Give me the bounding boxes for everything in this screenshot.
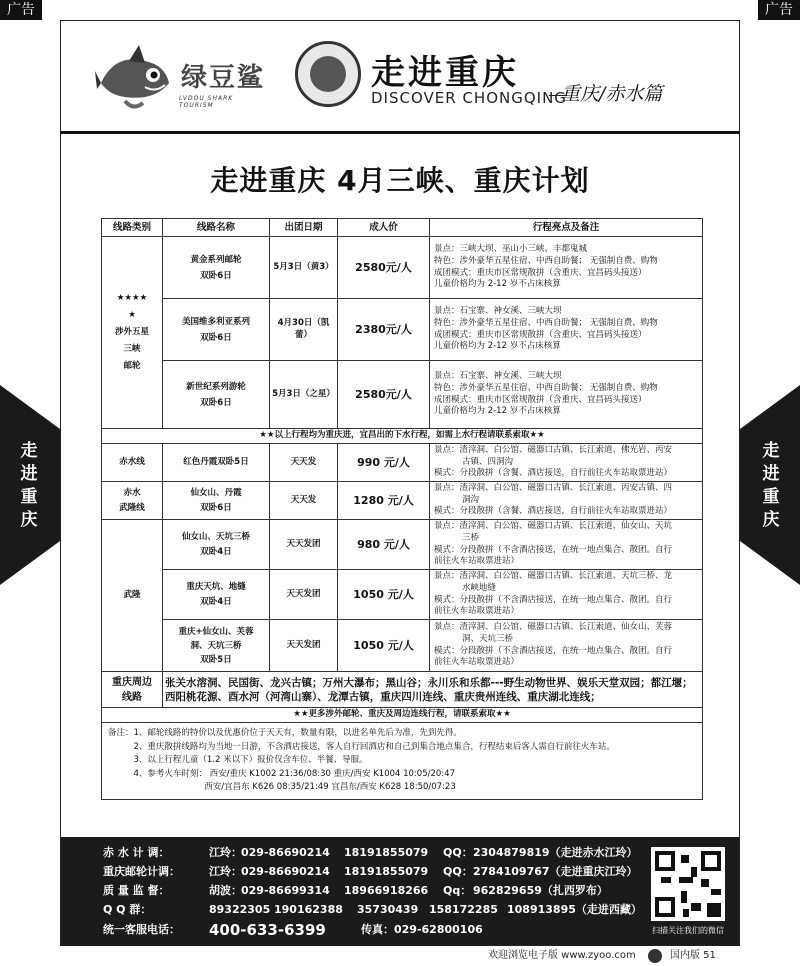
remark-line: 3、以上行程儿童（1.2 米以下）报价仅含车位、半餐、导服。: [108, 755, 368, 765]
adult-price: 2580元/人: [338, 237, 430, 299]
logo-name: 绿豆鲨: [181, 63, 266, 93]
note-line: 特色：涉外豪华五星住宿、中西自助餐； 无强制自费、购物: [434, 255, 658, 266]
page-footer: [0, 946, 800, 966]
qq-group-number: 108913895（走进西藏）: [507, 903, 642, 916]
category-label: 线路: [122, 691, 142, 703]
route-notes: [430, 361, 703, 429]
publication-logo-icon: [648, 949, 662, 963]
note-line: 洞沟: [462, 494, 480, 505]
qq-group-number: 190162388: [274, 903, 343, 916]
category-label: 邮轮: [123, 361, 141, 371]
note-line: 模式：分段散拼（不含酒店接送，在统一地点集合、散团。自行: [434, 544, 673, 555]
table-header-row: [102, 219, 703, 237]
note-line: 景点：渣滓洞、白公馆、磁器口古镇、长江索道、天坑三桥、龙: [434, 571, 673, 582]
contact-qq: 2784109767（走进重庆江玲）: [473, 865, 638, 878]
note-line: 景点：石宝寨、神女溪、三峡大坝: [434, 306, 562, 317]
note-line: 洞、天坑三桥: [462, 633, 514, 644]
adult-price: 2580元/人: [338, 361, 430, 429]
note-line: 儿童价格均为 2-12 岁不占床核算: [434, 279, 561, 290]
brand-english: DISCOVER CHONGQING: [371, 89, 567, 107]
route-notes: [430, 570, 703, 620]
col-header: 成人价: [338, 219, 430, 237]
contact-row: [61, 843, 739, 862]
note-line: 模式：分段散拼（不含酒店接送，在统一地点集合、散团。自行: [434, 645, 673, 656]
route-name: [163, 237, 270, 299]
route-name-line: 双卧6日: [200, 397, 232, 408]
note-line: 三桥: [462, 532, 480, 543]
remarks: [102, 723, 703, 800]
route-name-line: 仙女山、天坑三桥: [181, 531, 250, 542]
note-line: 前往火车站取票进站）: [434, 606, 520, 617]
departure-date: 天天发团: [270, 520, 338, 570]
route-name: [163, 361, 270, 429]
discover-tibet-seal-icon: [295, 41, 361, 107]
table-row: [102, 482, 703, 520]
ad-tag-left: 广告: [0, 0, 42, 20]
contact-role: 重庆邮轮计调：: [103, 865, 180, 878]
table-row: [102, 444, 703, 482]
note-line: 成团模式：重庆市区常规散拼（含重庆、宜昌码头接送）: [434, 267, 647, 278]
adult-price: 990 元/人: [338, 444, 430, 482]
contact-role: 质 量 监 督：: [103, 884, 170, 897]
category-chishui-wulong: [102, 482, 163, 520]
contact-tel: 029-86699314: [241, 884, 330, 897]
note-line: 景点：渣滓洞、白公馆、磁器口古镇、长江索道、仙女山、天坑: [434, 521, 673, 532]
page-number: 国内版 51: [670, 950, 716, 961]
remark-line: 西安/宜昌东 K626 08:35/21:49 宜昌东/西安 K628 18:50/07:23: [108, 782, 456, 792]
route-name-line: 重庆天坑、地缝: [186, 581, 246, 592]
departure-date: 天天发团: [270, 620, 338, 672]
table-row: [102, 361, 703, 429]
website-text: 欢迎浏览电子版 www.zyoo.com: [488, 950, 636, 961]
category-stars: ★: [128, 310, 136, 320]
col-header: 线路类别: [102, 219, 163, 237]
table-row: [102, 672, 703, 708]
departure-date: 5月3日（黄3）: [270, 237, 338, 299]
departure-date: 天天发: [270, 444, 338, 482]
contact-qq-label: QQ：: [443, 865, 473, 878]
route-name-line: 双卧4日: [200, 596, 232, 607]
adult-price: 980 元/人: [338, 520, 430, 570]
route-name: [163, 570, 270, 620]
qr-caption: 扫描关注我们的微信: [652, 926, 724, 935]
brand-title: 走进重庆: [371, 53, 519, 93]
category-wulong: 武隆: [102, 520, 163, 672]
category-label: 重庆周边: [112, 676, 152, 688]
note-line: 儿童价格均为 2-12 岁不占床核算: [434, 406, 561, 417]
contact-name: 胡波：: [209, 884, 242, 897]
note-line: 景点：渣滓洞、白公馆、磁器口古镇、长江索道、佛光岩、丙安: [434, 445, 673, 456]
fax: 传真：029-62800106: [361, 923, 483, 936]
route-name-line: 双卧6日: [200, 270, 232, 281]
contact-tel: 029-86690214: [241, 865, 330, 878]
remark-line: 2、重庆散拼线路均为当地一日游，不含酒店接送，客人自行回酒店和自己到集合地点集合，行程结束后客人需自行前往火车站。: [108, 741, 615, 752]
category-label: 赤水: [123, 487, 141, 498]
contact-footer: [61, 837, 739, 945]
contact-row: [61, 881, 739, 900]
note-line: 前往火车站取票进站）: [434, 556, 520, 567]
itinerary-table: [101, 218, 703, 800]
adult-price: 2380元/人: [338, 299, 430, 361]
contact-mobile: 18191855079: [344, 846, 429, 859]
departure-date: 4月30日（凯蕾）: [270, 299, 338, 361]
contact-name: 江玲：: [209, 865, 242, 878]
surround-note-row: [102, 708, 703, 723]
category-label: 涉外五星: [114, 327, 149, 337]
contact-qq: 2304879819（走进赤水江玲）: [473, 846, 638, 859]
route-notes: [430, 620, 703, 672]
col-header: 线路名称: [163, 219, 270, 237]
side-tab-left-label: 走进重庆: [20, 441, 38, 530]
service-tel: 400-633-6399: [209, 921, 326, 939]
surround-note: ★★更多涉外邮轮、重庆及周边连线行程，请联系索取★★: [102, 708, 703, 723]
note-line: 模式：分段散拼（不含酒店接送，在统一地点集合、散团。自行: [434, 594, 673, 605]
contact-qq-label: QQ：: [443, 846, 473, 859]
company-logo: [87, 39, 267, 121]
adult-price: 1050 元/人: [338, 620, 430, 672]
contact-mobile: 18966918266: [344, 884, 429, 897]
category-cruise: [102, 237, 163, 429]
surround-line: 西阳桃花源、酉水河（河湾山寨）、龙潭古镇，重庆四川连线、重庆贵州连线、重庆湖北连线；: [165, 690, 601, 703]
side-tab-right-label: 走进重庆: [762, 441, 780, 530]
contact-mobile: 18191855079: [344, 865, 429, 878]
note-line: 特色：涉外豪华五星住宿、中西自助餐； 无强制自费、购物: [434, 382, 658, 393]
note-line: 模式：分段散拼（含餐、酒店接送，自行前往火车站取票进站）: [434, 506, 673, 517]
qq-group-row: [61, 900, 739, 919]
logo-subtitle: LVDOU SHARK TOURISM: [179, 95, 234, 109]
category-label: 三峡: [123, 344, 141, 354]
contact-qq-label: Qq：: [443, 884, 472, 897]
route-name-line: 仙女山、丹霞: [190, 487, 242, 498]
adult-price: 1050 元/人: [338, 570, 430, 620]
qq-group-number: 89322305: [209, 903, 271, 916]
category-label: 武隆线: [119, 502, 145, 513]
route-name: [163, 520, 270, 570]
note-line: 水峡地缝: [462, 582, 497, 593]
departure-date: 天天发团: [270, 570, 338, 620]
departure-date: 天天发: [270, 482, 338, 520]
route-notes: [430, 482, 703, 520]
brand-subtitle: 重庆/赤水篇: [561, 83, 663, 105]
service-row: [61, 919, 739, 941]
note-line: 成团模式：重庆市区常规散拼（含重庆、宜昌码头接送）: [434, 394, 647, 405]
route-name-line: 双卧6日: [200, 332, 232, 343]
wechat-qr-icon: [651, 847, 725, 921]
contact-row: [61, 862, 739, 881]
surround-routes: [163, 672, 703, 708]
qq-group-number: 158172285: [429, 903, 498, 916]
route-notes: [430, 237, 703, 299]
adult-price: 1280 元/人: [338, 482, 430, 520]
route-name: 红色丹霞双卧5日: [163, 444, 270, 482]
remark-line: 4、参考火车时刻： 西安/重庆 K1002 21:36/08:30 重庆/西安 K1004 10:05/20:47: [108, 768, 455, 779]
route-name: [163, 299, 270, 361]
note-line: 景点：石宝寨、神女溪、三峡大坝: [434, 371, 562, 382]
contact-role: 赤 水 计 调：: [103, 846, 170, 859]
route-name-line: 新世纪系列游轮: [186, 381, 246, 392]
category-surround: [102, 672, 163, 708]
col-header: 出团日期: [270, 219, 338, 237]
header-divider: [61, 131, 739, 134]
route-name-line: 重庆+仙女山、芙蓉: [178, 626, 254, 637]
note-line: 成团模式：重庆市区常规散拼（含重庆、宜昌码头接送）: [434, 329, 647, 340]
route-name-line: 黄金系列邮轮: [190, 254, 242, 265]
table-row: [102, 237, 703, 299]
note-line: 景点：渣滓洞、白公馆、磁器口古镇、长江索道、仙女山、芙蓉: [434, 622, 673, 633]
cruise-note-row: [102, 429, 703, 444]
table-row: [102, 520, 703, 570]
category-stars: ★★★★: [116, 293, 148, 303]
route-name-line: 洞、天坑三桥: [190, 640, 242, 651]
note-line: 模式：分段散拼（含餐、酒店接送，自行前往火车站取票进站）: [434, 468, 673, 479]
route-name: [163, 482, 270, 520]
cruise-note: ★★以上行程均为重庆进，宜昌出的下水行程，如需上水行程请联系索取★★: [102, 429, 703, 444]
header: [61, 21, 739, 131]
remarks-row: [102, 723, 703, 800]
departure-date: 5月3日（之星）: [270, 361, 338, 429]
shark-logo-icon: [95, 43, 175, 113]
col-header: 行程亮点及备注: [430, 219, 703, 237]
route-notes: [430, 444, 703, 482]
note-line: 古镇、四洞沟: [462, 456, 514, 467]
note-line: 前往火车站取票进站）: [434, 657, 520, 668]
route-name-line: 双卧5日: [200, 654, 232, 665]
route-name-line: 双卧4日: [200, 546, 232, 557]
note-line: 特色：涉外豪华五星住宿、中西自助餐； 无强制自费、购物: [434, 317, 658, 328]
route-notes: [430, 299, 703, 361]
qq-group-number: 35730439: [357, 903, 419, 916]
service-label: 统一客服电话：: [103, 923, 180, 936]
page-title: 走进重庆 4月三峡、重庆计划: [210, 164, 590, 197]
route-notes: [430, 520, 703, 570]
table-row: [102, 620, 703, 672]
contact-name: 江玲：: [209, 846, 242, 859]
route-name-line: 双卧6日: [200, 502, 232, 513]
contact-qq: 962829659（扎西罗布）: [473, 884, 608, 897]
note-line: 儿童价格均为 2-12 岁不占床核算: [434, 341, 561, 352]
ad-page: [60, 20, 740, 946]
note-line: 景点：三峡大坝、巫山小三峡、丰都鬼城: [434, 244, 588, 255]
contact-tel: 029-86690214: [241, 846, 330, 859]
remark-line: 备注：1、邮轮线路的特价以及优惠价位于天天有，数量有限，以进名单先后为准，先到先得。: [108, 728, 462, 738]
note-line: 景点：渣滓洞、白公馆、磁器口古镇、长江索道、丙安古镇、四: [434, 483, 673, 494]
table-row: [102, 570, 703, 620]
ad-tag-right: 广告: [758, 0, 800, 20]
qq-group-label: Q Q 群：: [103, 903, 152, 916]
category-chishui: 赤水线: [102, 444, 163, 482]
route-name-line: 美国维多利亚系列: [181, 316, 250, 327]
table-row: [102, 299, 703, 361]
route-name: [163, 620, 270, 672]
surround-line: 张关水溶洞、民国街、龙兴古镇；万州大瀑布；黑山谷；永川乐和乐都---野生动物世界、娱乐天堂双园；都江堰；: [165, 676, 693, 689]
